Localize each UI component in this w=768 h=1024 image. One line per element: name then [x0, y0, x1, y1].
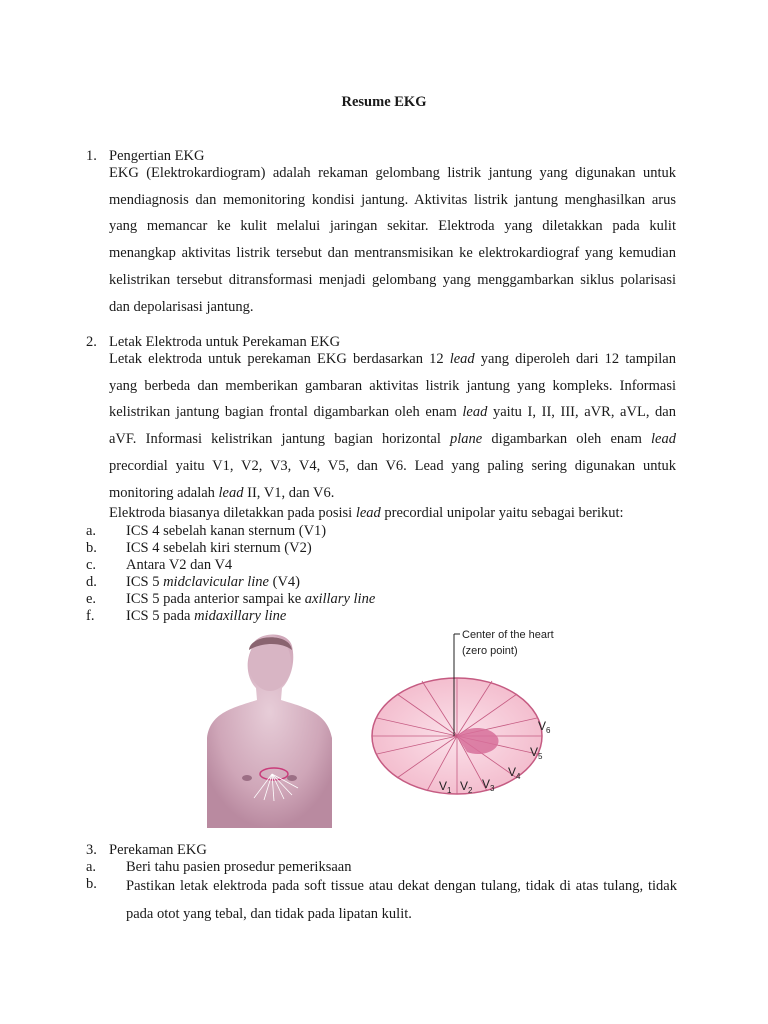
list-letter: b.	[86, 876, 97, 892]
body-emphasis: lead	[449, 351, 475, 367]
list-text-part: ICS 5	[126, 574, 164, 590]
body-emphasis: plane	[450, 431, 483, 448]
body-emphasis: lead	[218, 484, 244, 501]
body-emphasis: lead	[462, 404, 488, 421]
lead-letter: V	[538, 719, 547, 733]
lead-letter: V	[508, 765, 517, 779]
list-text	[126, 591, 375, 608]
lead-subscript: 5	[538, 752, 543, 761]
body-text: II, V1, dan V6.	[243, 484, 335, 501]
lead-letter: V	[439, 779, 448, 793]
nipple-left	[242, 775, 252, 781]
body-text: digambarkan oleh enam	[482, 431, 652, 448]
list-text-emphasis: midaxillary line	[194, 608, 287, 624]
list-letter: e.	[86, 591, 97, 607]
list-text-part: ICS 5 pada anterior sampai ke	[126, 591, 305, 607]
nipple-right	[287, 775, 297, 781]
section-2-number: 2.	[86, 334, 97, 350]
horizontal-plane-diagram	[372, 629, 554, 795]
list-text-emphasis: midclavicular line	[163, 574, 269, 590]
section-1-heading: Pengertian EKG	[109, 148, 205, 164]
lead-letter: V	[482, 777, 491, 791]
page-title: Resume EKG	[341, 94, 427, 110]
list-text-part: (V4)	[268, 574, 300, 590]
intro-text: precordial unipolar yaitu sebagai berikut:	[380, 505, 624, 521]
list-letter: b.	[86, 540, 97, 556]
section-1-number: 1.	[86, 148, 97, 164]
torso-illustration	[207, 634, 332, 828]
list-text	[126, 574, 300, 591]
lead-subscript: 4	[516, 772, 521, 781]
section-2-heading: Letak Elektroda untuk Perekaman EKG	[109, 334, 341, 350]
section-2-body	[109, 346, 676, 506]
center-label: Center of the heart	[462, 629, 554, 641]
list-text: Beri tahu pasien prosedur pemeriksaan	[126, 859, 352, 875]
intro-emphasis: lead	[355, 505, 381, 521]
list-text	[126, 608, 286, 625]
lead-letter: V	[460, 779, 469, 793]
section-3-heading: Perekaman EKG	[109, 842, 207, 858]
list-letter: d.	[86, 574, 97, 590]
body-text: yaitu I, II, III, aVR, aVL, dan aVF. Informasi kelistrikan jantung bagian horizontal	[109, 404, 676, 448]
lead-subscript: 1	[447, 786, 452, 795]
section-3-number: 3.	[86, 842, 97, 858]
lead-subscript: 6	[546, 726, 551, 735]
body-text: precordial yaitu V1, V2, V3, V4, V5, dan V6. Lead yang paling sering digunakan untuk monitoring adalah	[109, 457, 676, 501]
lead-subscript: 2	[468, 786, 473, 795]
list-text: ICS 4 sebelah kanan sternum (V1)	[126, 523, 327, 539]
list-letter: f.	[86, 608, 95, 624]
body-text: yang diperoleh dari 12 tampilan yang berbeda dan memberikan gambaran aktivitas listrik jantung yang kompleks. Informasi kelistrikan jantung bagian frontal digambarkan oleh enam	[109, 351, 676, 421]
intro-text: Elektroda biasanya diletakkan pada posisi	[109, 505, 356, 521]
section-2-intro	[109, 505, 676, 522]
list-letter: c.	[86, 557, 97, 573]
lead-letter: V	[530, 745, 539, 759]
lead-subscript: 3	[490, 784, 495, 793]
lead-label-v6	[538, 719, 551, 735]
body-emphasis: lead	[651, 431, 676, 448]
list-text: Antara V2 dan V4	[126, 557, 233, 573]
list-text-part: ICS 5 pada	[126, 608, 195, 624]
list-text: ICS 4 sebelah kiri sternum (V2)	[126, 540, 312, 556]
list-letter: a.	[86, 523, 97, 539]
list-text-emphasis: axillary line	[304, 591, 376, 607]
ekg-lead-placement-figure	[192, 628, 592, 828]
section-1-body: EKG (Elektrokardiogram) adalah rekaman gelombang listrik jantung yang digunakan untuk mendiagnosis dan memonitoring kondisi jantung. Aktivitas listrik jantung menghasilkan arus yang memancar ke kulit melalui jaringan sekitar. Elektroda yang diletakkan pada kulit menangkap aktivitas listrik tersebut dan mentransmisikan ke elektrokardiograf yang kemudian kelistrikan tersebut ditransformasi menjadi gelombang yang menggambarkan siklus polarisasi dan depolarisasi jantung.	[109, 165, 676, 315]
list-text: Pastikan letak elektroda pada soft tissue atau dekat dengan tulang, tidak di atas tulang, tidak pada otot yang tebal, dan tidak pada lipatan kulit.	[126, 878, 677, 922]
body-text: Letak elektroda untuk perekaman EKG berdasarkan 12	[109, 351, 450, 367]
center-sublabel: (zero point)	[462, 645, 518, 657]
list-letter: a.	[86, 859, 97, 875]
